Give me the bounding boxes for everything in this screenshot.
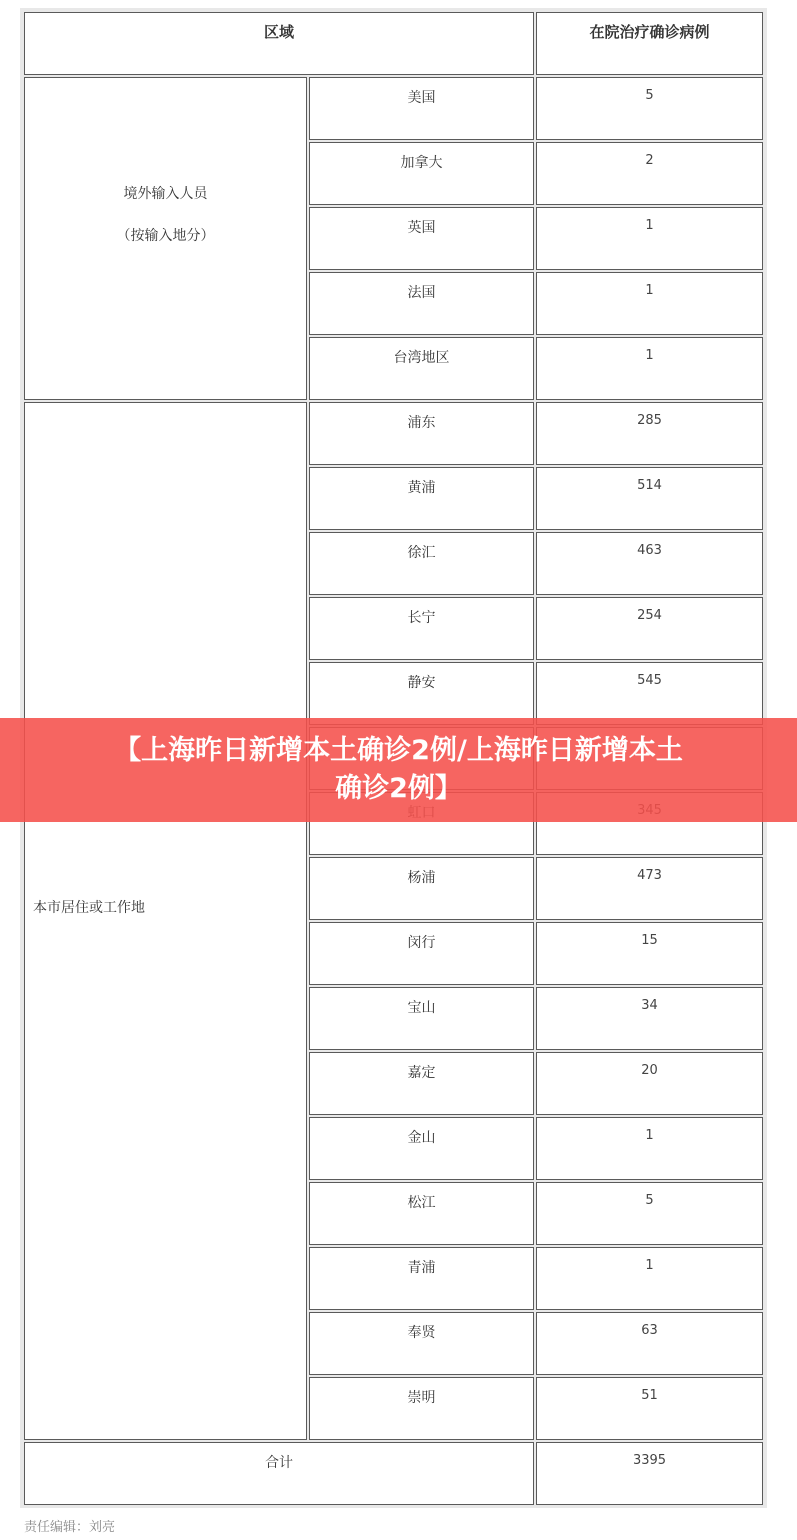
count-value: 463 [637, 543, 662, 558]
count-value: 15 [641, 933, 658, 948]
area-label: 法国 [407, 285, 436, 301]
area-cell [309, 922, 534, 985]
area-label: 宝山 [407, 1000, 436, 1016]
count-cell [536, 1377, 763, 1440]
total-label: 合计 [24, 1442, 534, 1505]
area-cell [309, 1182, 534, 1245]
count-cell [536, 142, 763, 205]
area-label: 长宁 [407, 610, 436, 626]
count-cell [536, 402, 763, 465]
area-label: 松江 [407, 1195, 436, 1211]
area-label: 嘉定 [407, 1065, 436, 1081]
area-label: 金山 [407, 1130, 436, 1146]
group-imported: 境外输入人员 （按输入地分） [24, 77, 307, 400]
area-label: 英国 [407, 220, 436, 236]
count-cell [536, 337, 763, 400]
count-cell [536, 1247, 763, 1310]
count-value: 1 [645, 283, 654, 298]
total-count: 3395 [536, 1442, 763, 1505]
count-value: 545 [637, 673, 662, 688]
group-local: 本市居住或工作地 [24, 402, 307, 1440]
area-label: 黄浦 [407, 480, 436, 496]
count-value: 5 [645, 88, 654, 103]
count-cell [536, 207, 763, 270]
count-value: 1 [645, 348, 654, 363]
area-cell [309, 987, 534, 1050]
area-label: 奉贤 [407, 1325, 436, 1341]
area-label: 崇明 [407, 1390, 436, 1406]
area-cell [309, 142, 534, 205]
count-value: 473 [637, 868, 662, 883]
area-cell [309, 272, 534, 335]
area-cell [309, 337, 534, 400]
count-value: 1 [645, 1258, 654, 1273]
count-cell [536, 1052, 763, 1115]
count-cell [536, 987, 763, 1050]
count-value: 1 [645, 218, 654, 233]
area-cell [309, 857, 534, 920]
count-cell [536, 1312, 763, 1375]
count-cell [536, 532, 763, 595]
header-region: 区域 [24, 12, 534, 75]
area-label: 浦东 [407, 415, 436, 431]
count-cell [536, 1182, 763, 1245]
area-cell [309, 1377, 534, 1440]
area-label: 杨浦 [407, 870, 436, 886]
count-value: 51 [641, 1388, 658, 1403]
area-cell [309, 467, 534, 530]
headline-line-1: 【上海昨日新增本土确诊2例/上海昨日新增本土 [114, 735, 683, 766]
area-cell [309, 207, 534, 270]
area-cell [309, 662, 534, 725]
count-cell [536, 597, 763, 660]
area-cell [309, 77, 534, 140]
count-cell [536, 467, 763, 530]
count-cell [536, 662, 763, 725]
area-label: 静安 [407, 675, 436, 691]
area-cell [309, 597, 534, 660]
area-cell [309, 532, 534, 595]
area-label: 青浦 [407, 1260, 436, 1276]
area-cell [309, 1117, 534, 1180]
count-value: 20 [641, 1063, 658, 1078]
count-value: 514 [637, 478, 662, 493]
count-cell [536, 857, 763, 920]
count-cell [536, 1117, 763, 1180]
header-hospitalized: 在院治疗确诊病例 [536, 12, 763, 75]
area-label: 台湾地区 [393, 350, 450, 366]
count-cell [536, 77, 763, 140]
area-cell [309, 1312, 534, 1375]
headline-banner [0, 718, 797, 822]
count-value: 63 [641, 1323, 658, 1338]
area-label: 闵行 [407, 935, 436, 951]
area-cell [309, 1247, 534, 1310]
area-cell [309, 402, 534, 465]
count-cell [536, 272, 763, 335]
count-cell [536, 922, 763, 985]
count-value: 5 [645, 1193, 654, 1208]
count-value: 254 [637, 608, 662, 623]
count-value: 1 [645, 1128, 654, 1143]
count-value: 34 [641, 998, 658, 1013]
area-label: 美国 [407, 90, 436, 106]
editor-credit: 责任编辑：刘亮 [24, 1520, 116, 1535]
count-value: 285 [637, 413, 662, 428]
headline-line-2: 确诊2例】 [335, 773, 462, 804]
area-label: 徐汇 [407, 545, 436, 561]
area-cell [309, 1052, 534, 1115]
count-value: 2 [645, 153, 654, 168]
area-label: 加拿大 [400, 155, 443, 171]
